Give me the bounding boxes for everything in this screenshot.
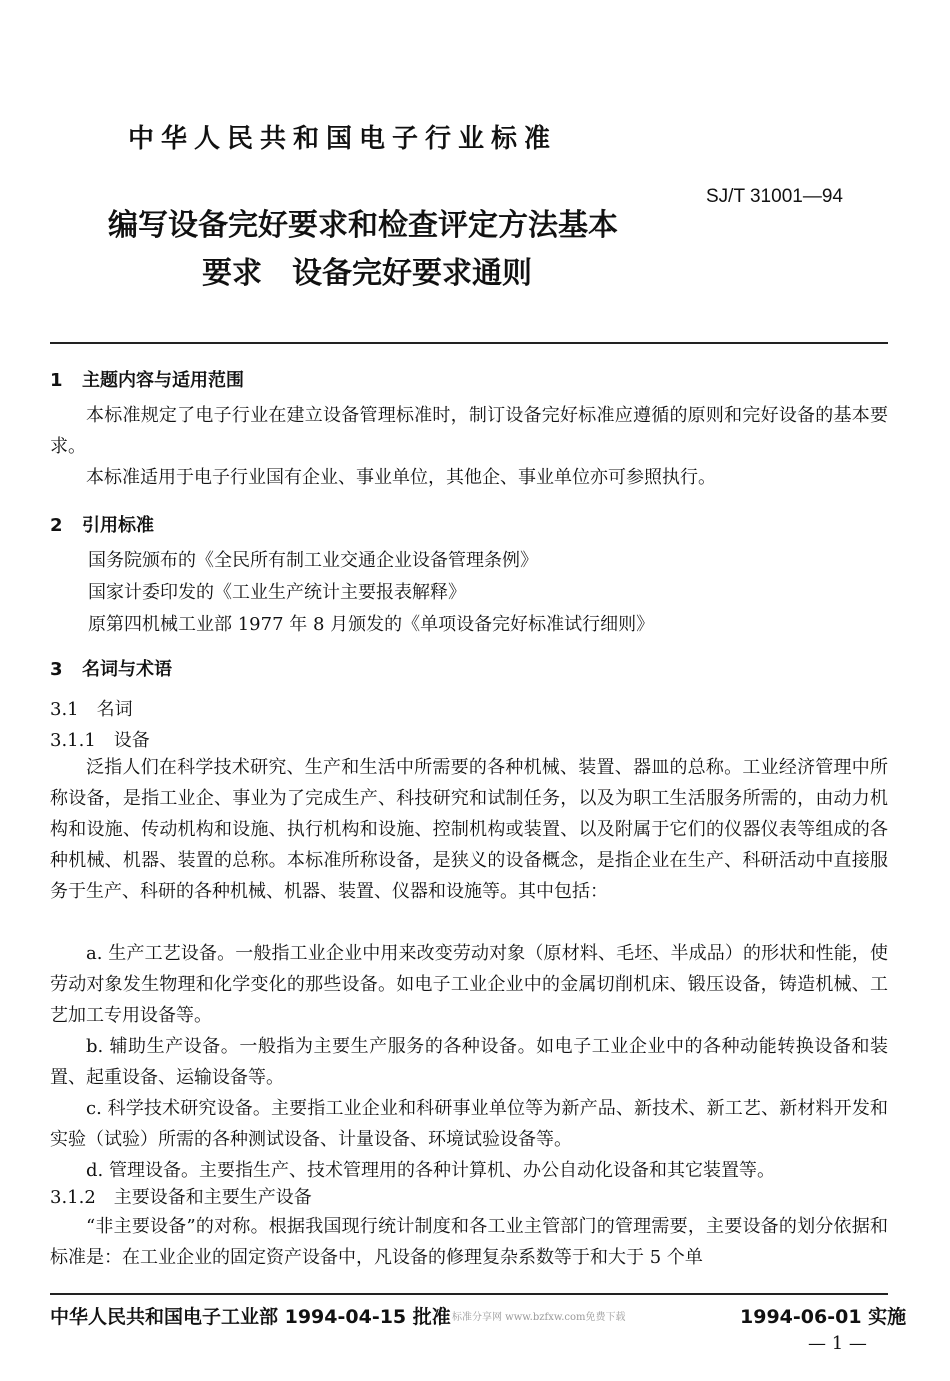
section-1-paragraph-2: 本标准适用于电子行业国有企业、事业单位，其他企、事业单位亦可参照执行。 bbox=[86, 467, 716, 488]
reference-item: 原第四机械工业部 1977 年 8 月颁发的《单项设备完好标准试行细则》 bbox=[88, 614, 655, 635]
section-1-paragraph-1: 本标准规定了电子行业在建立设备管理标准时，制订设备完好标准应遵循的原则和完好设备的基本要求。 bbox=[50, 405, 888, 457]
item-a-paragraph: a. 生产工艺设备。一般指工业企业中用来改变劳动对象（原材料、毛坯、半成品）的形状和性能，使劳动对象发生物理和化学变化的那些设备。如电子工业企业中的金属切削机床、锻压设备，铸造机械、工艺加工专用设备等。 bbox=[50, 943, 888, 1026]
section-1-heading bbox=[50, 366, 244, 392]
issuing-organization: 中华人民共和国电子行业标准 bbox=[128, 124, 558, 154]
approval-date: 中华人民共和国电子工业部 1994-04-15 批准 bbox=[50, 1306, 451, 1328]
effective-date: 1994-06-01 实施 bbox=[740, 1306, 907, 1328]
section-title: 主题内容与适用范围 bbox=[82, 370, 244, 391]
subsection-3-1-2-heading: 3.1.2 主要设备和主要生产设备 bbox=[50, 1187, 312, 1208]
subsection-3-1-heading: 3.1 名词 bbox=[50, 699, 133, 720]
item-d-paragraph: d. 管理设备。主要指生产、技术管理用的各种计算机、办公自动化设备和其它装置等。 bbox=[86, 1160, 775, 1181]
reference-item: 国家计委印发的《工业生产统计主要报表解释》 bbox=[88, 582, 466, 603]
item-b-paragraph: b. 辅助生产设备。一般指为主要生产服务的各种设备。如电子工业企业中的各种动能转换设备和装置、起重设备、运输设备等。 bbox=[50, 1036, 888, 1088]
section-3-heading bbox=[50, 655, 172, 681]
equipment-definition-paragraph: 泛指人们在科学技术研究、生产和生活中所需要的各种机械、装置、器皿的总称。工业经济管理中所称设备，是指工业企、事业为了完成生产、科技研究和试制任务，以及为职工生活服务所需的，由动力机构和设施、传动机构和设施、执行机构和设施、控制机构或装置、以及附属于它们的仪器仪表等组成的各种机械、机器、装置的总称。本标准所称设备，是狭义的设备概念，是指企业在生产、科研活动中直接服务于生产、科研的各种机械、机器、装置、仪器和设施等。其中包括： bbox=[50, 757, 888, 902]
watermark-text: 标准分享网 www.bzfxw.com免费下载 bbox=[452, 1312, 626, 1323]
section-title: 名词与术语 bbox=[82, 659, 172, 680]
footer-divider bbox=[50, 1293, 888, 1295]
section-number: 2 bbox=[50, 515, 63, 536]
section-title: 引用标准 bbox=[82, 515, 154, 536]
section-number: 1 bbox=[50, 370, 63, 391]
reference-item: 国务院颁布的《全民所有制工业交通企业设备管理条例》 bbox=[88, 550, 538, 571]
subsection-3-1-1-heading: 3.1.1 设备 bbox=[50, 730, 150, 751]
section-number: 3 bbox=[50, 659, 63, 680]
document-title-line2: 要求 设备完好要求通则 bbox=[202, 256, 532, 291]
main-equipment-paragraph: “非主要设备”的对称。根据我国现行统计制度和各工业主管部门的管理需要，主要设备的划分依据和标准是：在工业企业的固定资产设备中，凡设备的修理复杂系数等于和大于 5 个单 bbox=[50, 1216, 888, 1268]
document-title-line1: 编写设备完好要求和检查评定方法基本 bbox=[108, 208, 618, 243]
section-2-heading bbox=[50, 511, 154, 537]
header-divider bbox=[50, 342, 888, 344]
page-number: — 1 — bbox=[808, 1333, 867, 1354]
item-c-paragraph: c. 科学技术研究设备。主要指工业企业和科研事业单位等为新产品、新技术、新工艺、新材料开发和实验（试验）所需的各种测试设备、计量设备、环境试验设备等。 bbox=[50, 1098, 888, 1150]
standard-code: SJ/T 31001—94 bbox=[706, 186, 843, 207]
